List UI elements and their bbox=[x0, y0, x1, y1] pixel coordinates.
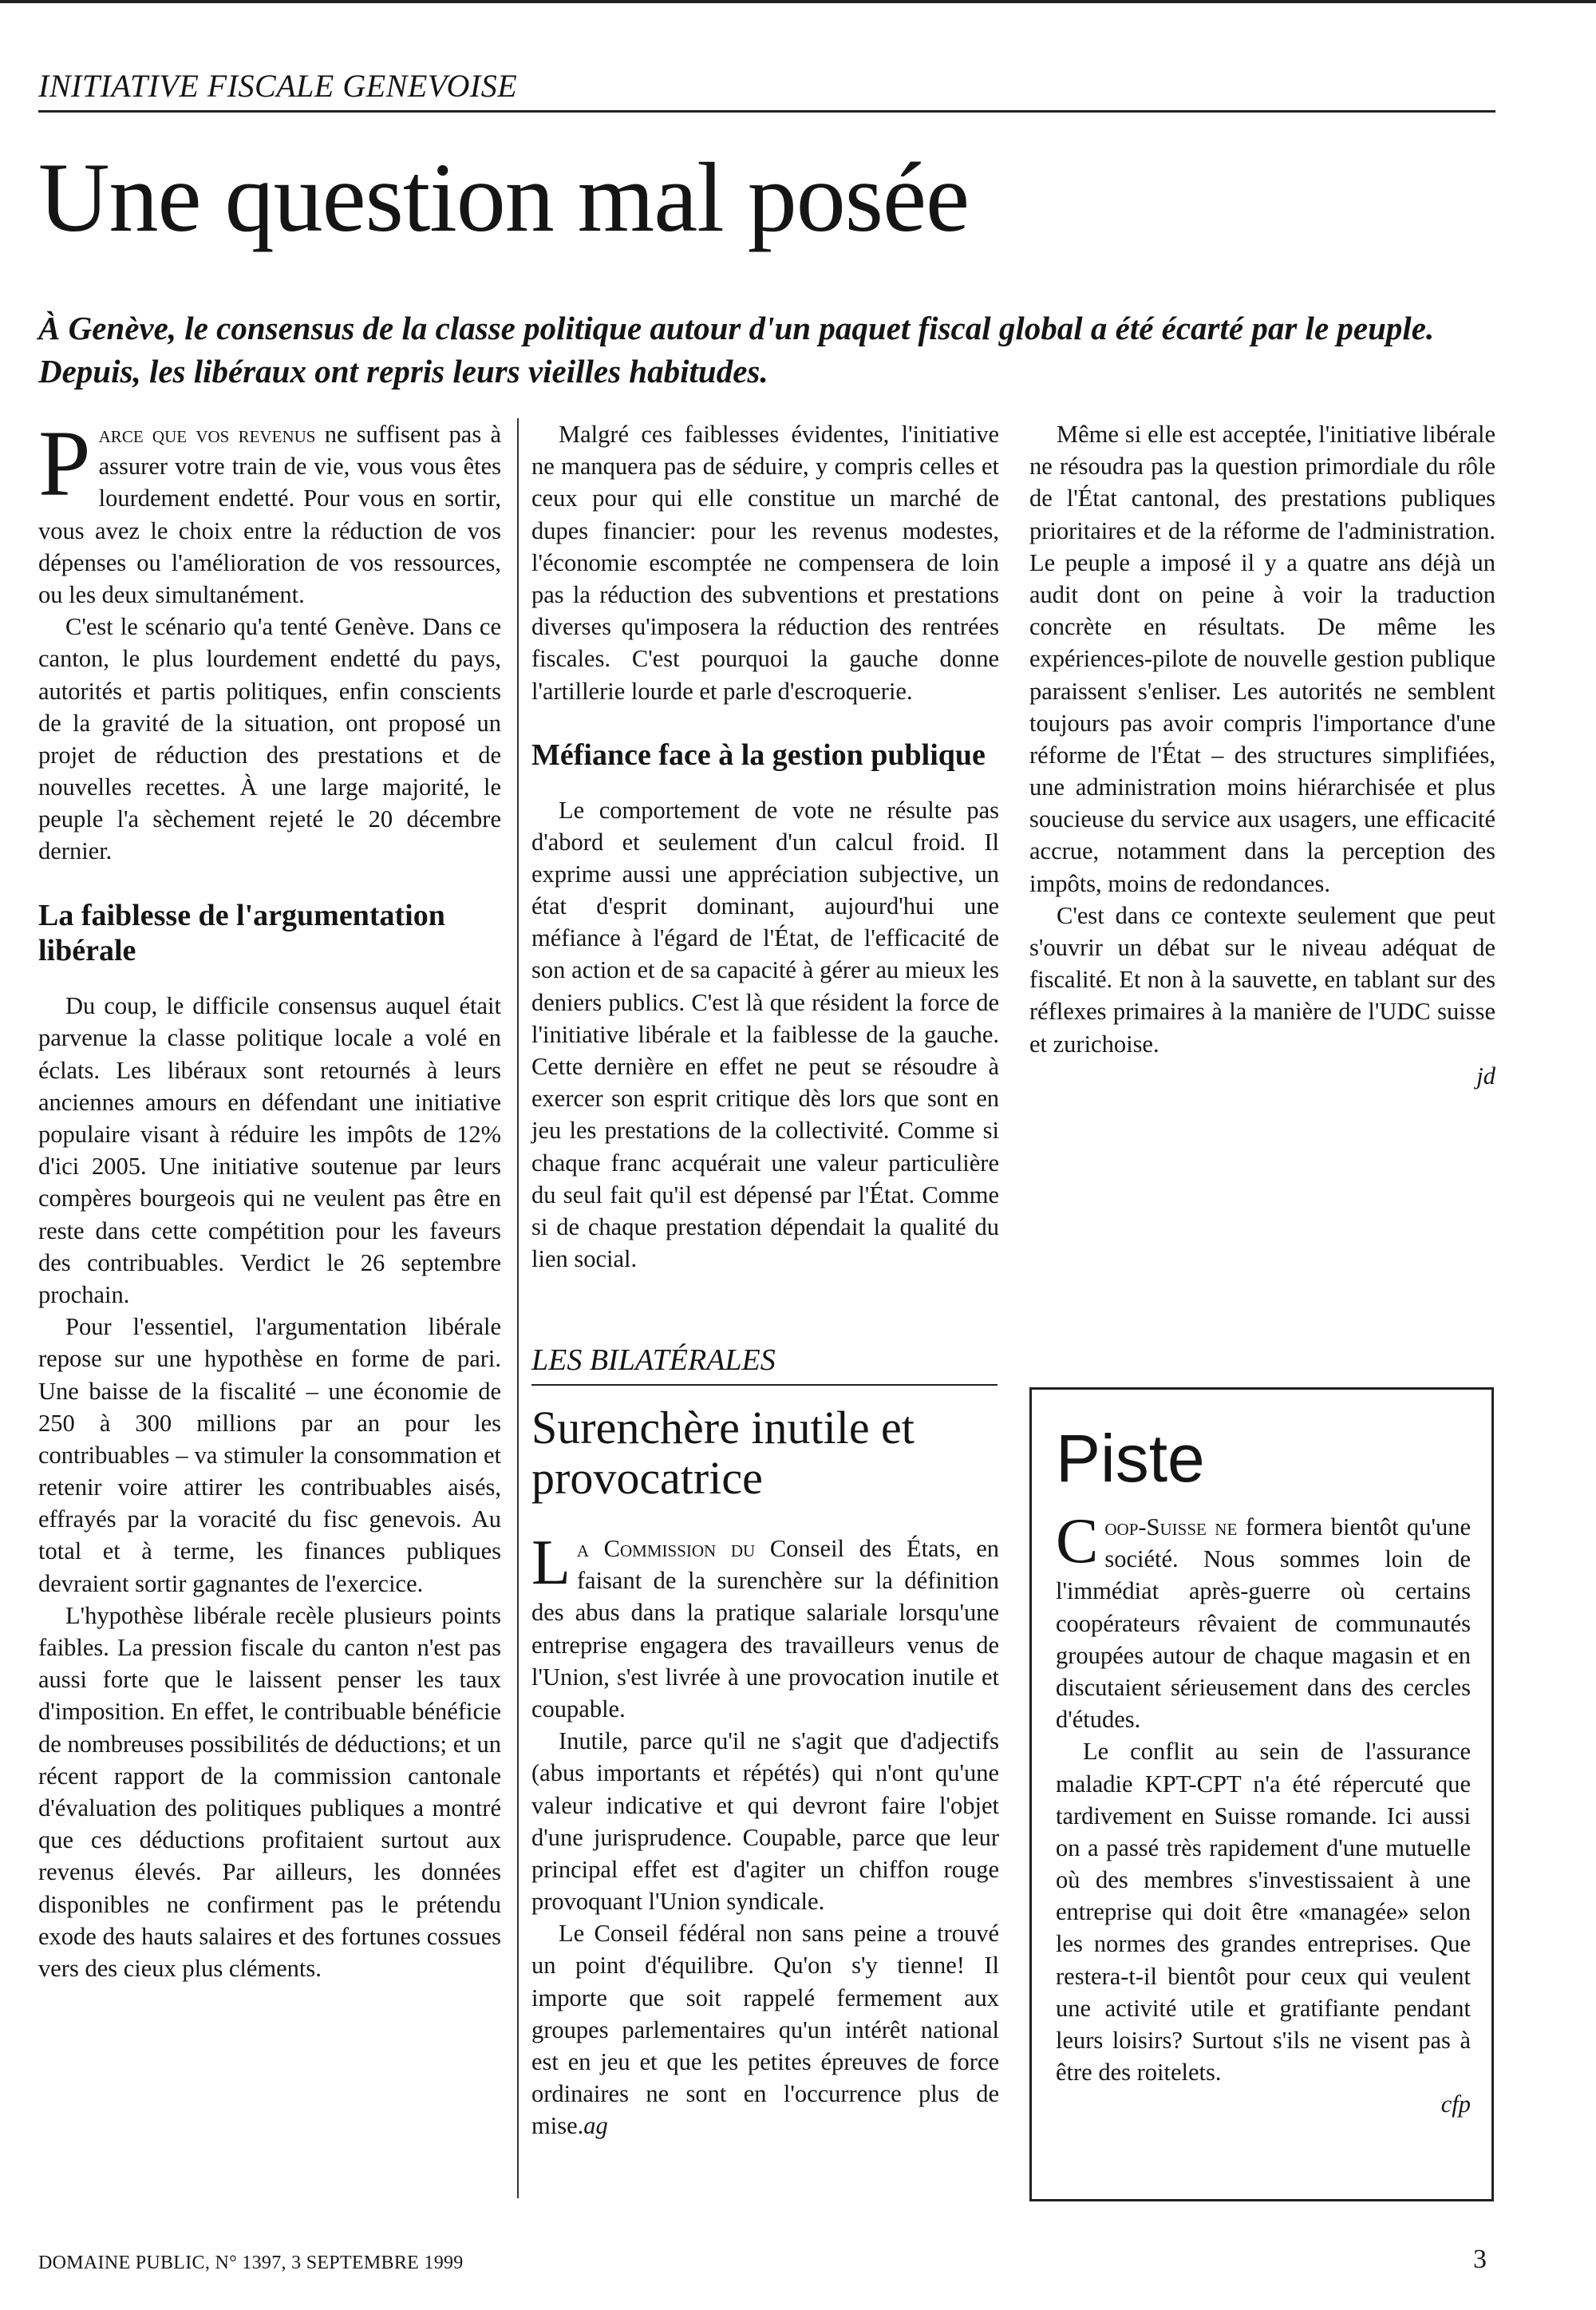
drop-cap: L bbox=[531, 1528, 571, 1598]
paragraph: Du coup, le difficile consensus auquel était parvenue la classe politique locale a volé en éclats. Les libéraux sont retournés à leurs anciennes amours en défendant une initiative populaire visant à réduire les impôts de 12% d'ici 2005. Une initiative soutenue par leurs compères bourgeois qui ne veulent pas être en reste dans cette compétition pour les faveurs des contribuables. Verdict le 26 septembre prochain. bbox=[38, 992, 501, 1308]
paragraph: Pour l'essentiel, l'argumentation libérale repose sur une hypothèse en forme de pari. Une baisse de la fiscalité – une économie de 250 à 300 millions par an pour les contribuables – va stimuler la consommation et retenir voire attirer les contribuables aisés, effrayés par la voracité du fisc genevois. Au total et à terme, les finances publiques devraient sortir gagnantes de l'exercice. bbox=[38, 1313, 501, 1597]
subheading: La faiblesse de l'argumentation libérale bbox=[38, 898, 445, 968]
lead-in: oop-Suisse ne bbox=[1104, 1513, 1238, 1541]
drop-cap: C bbox=[1056, 1506, 1099, 1576]
article-column-2 bbox=[531, 418, 999, 1273]
paragraph: C'est le scénario qu'a tenté Genève. Dans ce canton, le plus lourdement endetté du pays, autorités et partis politiques, enfin conscients de la gravité de la situation, ont proposé un projet de réduction des prestations et de nouvelles recettes. À une large majorité, le peuple l'a sèchement rejeté le 20 décembre dernier. bbox=[38, 613, 501, 865]
publication-footer: DOMAINE PUBLIC, N° 1397, 3 SEPTEMBRE 1999 bbox=[38, 2253, 464, 2273]
page-number: 3 bbox=[1473, 2245, 1487, 2274]
piste-box bbox=[1029, 1387, 1494, 2201]
column-divider bbox=[517, 418, 519, 2198]
drop-cap: P bbox=[38, 411, 91, 516]
paragraph: Même si elle est acceptée, l'initiative libérale ne résoudra pas la question primordiale du rôle de l'État cantonal, des prestations publiques prioritaires et de la réforme de l'administration. Le peuple a imposé il y a quatre ans déjà un audit dont on peine à voir la traduction concrète en résultats. De même les expériences-pilote de nouvelle gestion publique paraissent s'enliser. Les autorités ne semblent toujours pas avoir compris l'importance d'une réforme de l'État – des structures simplifiées, une administration moins hiérarchisée et plus soucieuse du service aux usagers, une efficacité accrue, notamment dans la perception des impôts, moins de redondances. bbox=[1029, 421, 1495, 897]
signature: ag bbox=[583, 2112, 608, 2140]
page-top-edge bbox=[0, 0, 1596, 3]
kicker-rule bbox=[38, 110, 1495, 113]
paragraph: Le conflit au sein de l'assurance maladie KPT-CPT n'a été répercuté que tardivement en Suisse romande. Ici aussi on a passé très rapidement d'une mutuelle où des membres s'investissaient à une entreprise qui doit être «managée» selon les normes des grandes entreprises. Que restera-t-il bientôt pour ceux qui veulent une activité utile et gratifiante pendant leurs loisirs? Surtout s'ils ne visent pas à être des roitelets. bbox=[1056, 1738, 1471, 2087]
paragraph: La Commission du Conseil des États, en faisant de la surenchère sur la définition des abus dans la pratique salariale lorsqu'une entreprise engagera des travailleurs venus de l'Union, s'est livrée à une provocation inutile et coupable. bbox=[531, 1528, 999, 1723]
paragraph: Parce que vos revenus ne suffisent pas à assurer votre train de vie, vous vous êtes lourdement endetté. Pour vous en sortir, vous avez le choix entre la réduction de vos dépenses ou l'amélioration de vos ressources, ou les deux simultanément. bbox=[38, 411, 502, 608]
article2-body bbox=[531, 1528, 999, 2142]
paragraph: Le Conseil fédéral non sans peine a trouvé un point d'équilibre. Qu'on s'y tienne! Il importe que soit rappelé fermement aux groupes parlementaires qu'un intérêt national est en jeu et que les petites épreuves de force ordinaires ne sont en l'occurrence plus de mise.ag bbox=[531, 1920, 999, 2140]
box-title: Piste bbox=[1056, 1421, 1205, 1496]
signature: cfp bbox=[1440, 2090, 1471, 2118]
article2-title: Surenchère inutile et provocatrice bbox=[531, 1402, 915, 1504]
article-column-1 bbox=[38, 411, 502, 1984]
paragraph: L'hypothèse libérale recèle plusieurs points faibles. La pression fiscale du canton n'est pas aussi forte que le laissent penser les taux d'imposition. En effet, le contribuable bénéficie de nombreuses possibilités de déductions; et un récent rapport de la commission cantonale d'évaluation des politiques publiques a montré que ces déductions profitaient surtout aux revenus élevés. Par ailleurs, les données disponibles ne confirment pas le prétendu exode des hauts salaires et des fortunes cossues vers des cieux plus cléments. bbox=[38, 1601, 502, 1982]
section-kicker-2: LES BILATÉRALES bbox=[531, 1343, 776, 1377]
article-title: Une question mal posée bbox=[38, 143, 970, 252]
subheading: Méfiance face à la gestion publique bbox=[531, 738, 986, 772]
article-column-3 bbox=[1029, 418, 1495, 1092]
kicker-rule-2 bbox=[531, 1384, 998, 1386]
lead-in: a Commission du bbox=[576, 1535, 756, 1562]
paragraph: Malgré ces faiblesses évidentes, l'initiative ne manquera pas de séduire, y compris celles et ceux pour qui elle constitue un marché de dupes financier: pour les revenus modestes, l'économie escomptée ne compensera de loin pas la réduction des subventions et prestations diverses qu'imposera la réduction des rentrées fiscales. C'est pourquoi la gauche donne l'artillerie lourde et parle d'escroquerie. bbox=[531, 421, 999, 705]
paragraph: Inutile, parce qu'il ne s'agit que d'adjectifs (abus importants et répétés) qui n'ont qu'une valeur indicative et qui devront faire l'objet d'une jurisprudence. Coupable, parce que leur principal effet est d'agiter un chiffon rouge provoquant l'Union syndicale. bbox=[531, 1727, 999, 1916]
paragraph: Coop-Suisse ne formera bientôt qu'une société. Nous sommes loin de l'immédiat après-guerre où certains coopérateurs rêvaient de communautés groupées autour de chaque magasin et en discutaient sérieusement dans des cercles d'études. bbox=[1056, 1506, 1472, 1734]
section-kicker: INITIATIVE FISCALE GENEVOISE bbox=[38, 68, 518, 104]
article-lede: À Genève, le consensus de la classe politique autour d'un paquet fiscal global a été écarté par le peuple. Depuis, les libéraux ont repris leurs vieilles habitudes. bbox=[38, 310, 1435, 390]
paragraph: C'est dans ce contexte seulement que peut s'ouvrir un débat sur le niveau adéquat de fiscalité. Et non à la sauvette, en tablant sur des réflexes primaires à la manière de l'UDC suisse et zurichoise. bbox=[1029, 901, 1495, 1058]
box-body bbox=[1056, 1506, 1472, 2121]
lead-in: arce que vos revenus bbox=[98, 421, 316, 448]
paragraph: Le comportement de vote ne résulte pas d'abord et seulement d'un calcul froid. Il exprime aussi une appréciation subjective, un état d'esprit dominant, aujourd'hui une méfiance à l'égard de l'État, de l'efficacité de son action et de sa capacité à gérer au mieux les deniers publics. C'est là que résident la force de l'initiative libérale et la faiblesse de la gauche. Cette dernière en effet ne peut se résoudre à exercer son esprit critique dès lors que sont en jeu les prestations de la collectivité. Comme si chaque franc acquérait une valeur particulière du seul fait qu'il est dépensé par l'État. Comme si de chaque prestation dépendait la qualité du lien social. bbox=[531, 796, 999, 1273]
signature: jd bbox=[1476, 1062, 1495, 1090]
